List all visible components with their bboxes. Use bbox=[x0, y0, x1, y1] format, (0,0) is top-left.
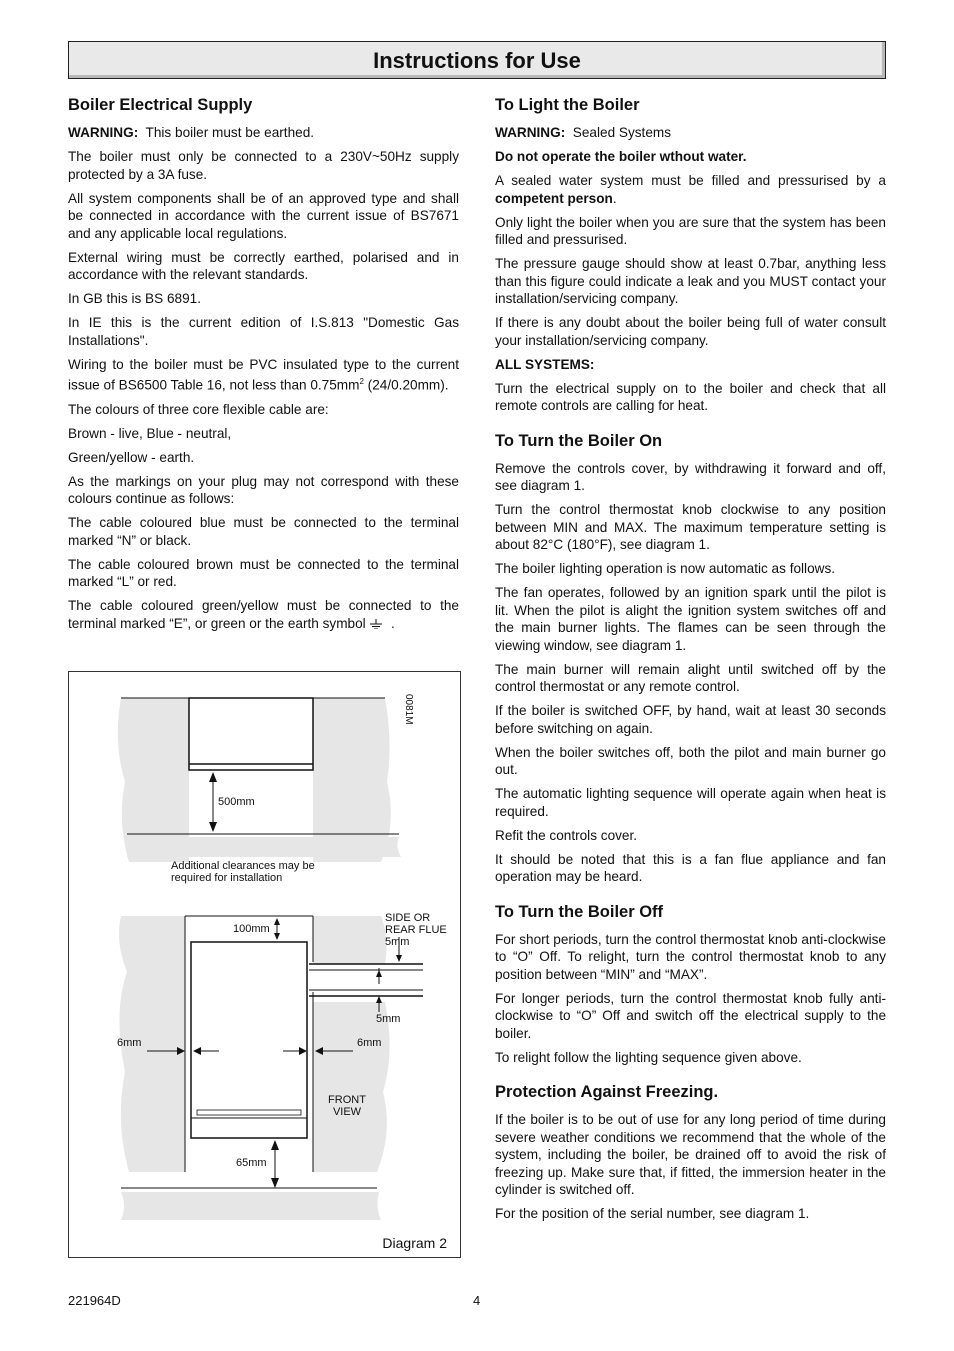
paragraph: The pressure gauge should show at least 0.7bar, anything less than this figure could indicate a leak and you MUST contact your installation/servicing company. bbox=[495, 256, 886, 306]
wall-right-lower bbox=[313, 1002, 390, 1172]
paragraph: For longer periods, turn the control thermostat knob fully anti-clockwise to “O” Off and switch off the electrical supply to the boiler. bbox=[495, 990, 886, 1041]
paragraph: Turn the electrical supply on to the boiler and check that all remote controls are calling for heat. bbox=[495, 380, 886, 413]
label-front-view: FRONT VIEW bbox=[328, 1094, 366, 1118]
paragraph: If the boiler is switched OFF, by hand, wait at least 30 seconds before switching on again. bbox=[495, 703, 886, 736]
label-additional-clearances: Additional clearances may be required for installation bbox=[171, 860, 315, 884]
paragraph: For short periods, turn the control thermostat knob anti-clockwise to “O” Off. To relight, turn the control thermostat knob to any position between “MIN” and “MAX”. bbox=[495, 931, 886, 982]
label-side-rear-flue: SIDE OR REAR FLUE 5mm bbox=[385, 912, 447, 948]
diagram-ref: 0081M bbox=[403, 694, 414, 725]
section-heading-freezing: Protection Against Freezing. bbox=[495, 1083, 719, 1101]
paragraph: Refit the controls cover. bbox=[495, 827, 638, 843]
bold-text: competent person bbox=[495, 190, 613, 206]
earth-text: The cable coloured green/yellow must be connected to the terminal marked “E”, or green or the earth symbol bbox=[68, 598, 459, 631]
paragraph: The main burner will remain alight until switched off by the control thermostat or any remote control. bbox=[495, 661, 886, 694]
paragraph: The boiler must only be connected to a 230V~50Hz supply protected by a 3A fuse. bbox=[68, 149, 459, 182]
paragraph-competent bbox=[495, 172, 886, 207]
diagram-2 bbox=[68, 671, 461, 1258]
flue bbox=[309, 964, 423, 990]
section-heading-light: To Light the Boiler bbox=[495, 96, 640, 114]
label-500mm: 500mm bbox=[218, 796, 255, 808]
warning-text: This boiler must be earthed. bbox=[145, 125, 315, 140]
floor bbox=[121, 1192, 381, 1220]
paragraph: As the markings on your plug may not correspond with these colours continue as follows: bbox=[68, 473, 459, 507]
paragraph: The cable coloured blue must be connected to the terminal marked “N” or black. bbox=[68, 515, 459, 548]
paragraph: Only light the boiler when you are sure that the system has been filled and pressurised. bbox=[495, 214, 886, 247]
paragraph: External wiring must be correctly earthed, polarised and in accordance with the relevant standards. bbox=[68, 249, 459, 282]
diagram-caption: Diagram 2 bbox=[382, 1235, 447, 1251]
paragraph-wiring bbox=[68, 356, 459, 395]
right-column bbox=[495, 95, 886, 1229]
paragraph: The fan operates, followed by an ignition spark until the pilot is lit. When the pilot is alight the ignition system switches off and the main burner lights. The flames can be seen through the viewing window, see diagram 1. bbox=[495, 585, 886, 653]
earth-symbol-icon bbox=[369, 619, 383, 629]
paragraph: In GB this is BS 6891. bbox=[68, 291, 201, 306]
paragraph: The automatic lighting sequence will operate again when heat is required. bbox=[495, 786, 886, 819]
clearance-diagram bbox=[69, 672, 460, 1257]
paragraph: Green/yellow - earth. bbox=[68, 449, 195, 465]
paragraph: Remove the controls cover, by withdrawing it forward and off, see diagram 1. bbox=[495, 460, 886, 493]
title-bar bbox=[68, 41, 886, 79]
paragraph: If there is any doubt about the boiler being full of water consult your installation/servicing company. bbox=[495, 315, 886, 348]
paragraph: Brown - live, Blue - neutral, bbox=[68, 425, 232, 441]
label-100mm: 100mm bbox=[233, 923, 270, 935]
paragraph: The cable coloured brown must be connected to the terminal marked “L” or red. bbox=[68, 556, 459, 590]
label-left-6mm: 6mm bbox=[117, 1037, 142, 1049]
all-systems-label: ALL SYSTEMS: bbox=[495, 356, 595, 372]
paragraph: When the boiler switches off, both the pilot and main burner go out. bbox=[495, 744, 886, 777]
text: . bbox=[612, 190, 617, 206]
paragraph: All system components shall be of an approved type and shall be connected in accordance with the current issue of BS7671 and any applicable local regulations. bbox=[68, 190, 459, 241]
label-flue-5mm: 5mm bbox=[376, 1013, 401, 1025]
doc-number: 221964D bbox=[68, 1293, 121, 1308]
paragraph: Turn the control thermostat knob clockwise to any position between MIN and MAX. The maximum temperature setting is about 82°C (180°F), see diagram 1. bbox=[495, 502, 886, 552]
boiler-front bbox=[191, 942, 307, 1138]
warning-paragraph bbox=[495, 124, 886, 142]
paragraph: It should be noted that this is a fan flue appliance and fan operation may be heard. bbox=[495, 851, 886, 884]
warning-paragraph bbox=[68, 124, 459, 142]
superscript: 2 bbox=[359, 377, 364, 386]
page-number: 4 bbox=[473, 1293, 481, 1308]
label-65mm: 65mm bbox=[236, 1157, 267, 1169]
bold-notice: Do not operate the boiler wthout water. bbox=[495, 149, 747, 164]
page-title: Instructions for Use bbox=[373, 48, 581, 73]
cupboard-above bbox=[189, 698, 313, 770]
paragraph: To relight follow the lighting sequence given above. bbox=[495, 1049, 802, 1065]
warning-label: WARNING: bbox=[68, 125, 139, 140]
paragraph: If the boiler is to be out of use for any long period of time during severe weather conditions we recommend that the whole of the system, including the boiler, be drained off to avoid the risk of freezing up. Make sure that, if fitted, the immersion heater in the cylinder is switched off. bbox=[495, 1112, 886, 1197]
warning-text: Sealed Systems bbox=[572, 125, 672, 140]
worktop bbox=[127, 837, 401, 857]
earth-text-end: . bbox=[391, 615, 395, 631]
wiring-text: Wiring to the boiler must be PVC insulated type to the current issue of BS6500 Table 16, not less than 0.75mm bbox=[68, 356, 459, 393]
warning-label: WARNING: bbox=[495, 125, 566, 140]
text: A sealed water system must be filled and pressurised by a bbox=[495, 173, 886, 188]
section-heading-off: To Turn the Boiler Off bbox=[495, 902, 664, 921]
paragraph-earth bbox=[68, 597, 459, 632]
paragraph: The boiler lighting operation is now automatic as follows. bbox=[495, 561, 836, 576]
paragraph: In IE this is the current edition of I.S.813 "Domestic Gas Installations". bbox=[68, 315, 459, 348]
paragraph: For the position of the serial number, see diagram 1. bbox=[495, 1206, 810, 1221]
section-heading-on: To Turn the Boiler On bbox=[495, 431, 663, 450]
wiring-text-end: (24/0.20mm). bbox=[363, 377, 449, 393]
label-right-6mm: 6mm bbox=[357, 1037, 382, 1049]
left-column bbox=[68, 95, 459, 639]
section-heading-electrical: Boiler Electrical Supply bbox=[68, 96, 253, 114]
paragraph: The colours of three core flexible cable are: bbox=[68, 401, 329, 417]
